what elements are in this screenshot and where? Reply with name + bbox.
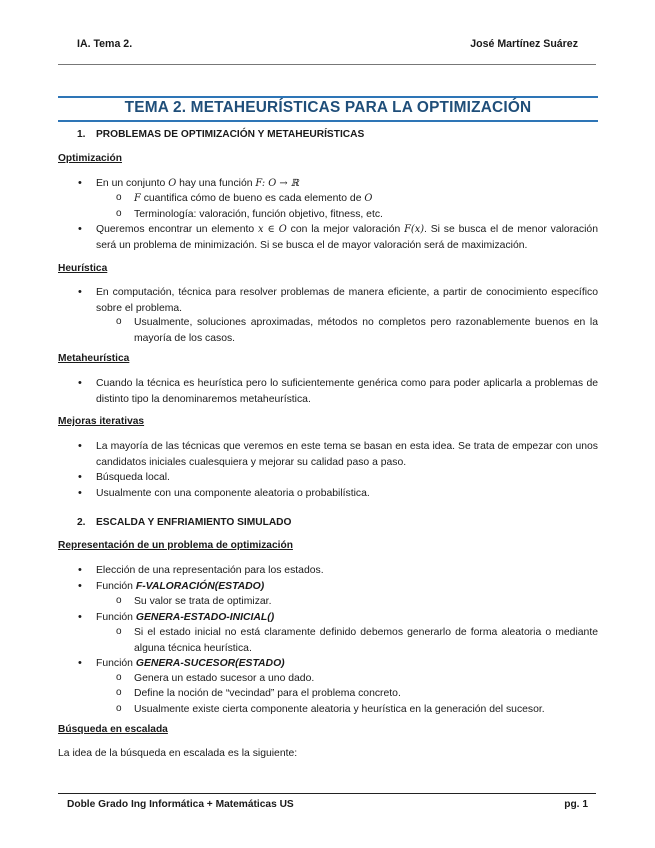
page-number: pg. 1 bbox=[564, 799, 588, 810]
subheading-representacion: Representación de un problema de optimización bbox=[58, 540, 293, 551]
list-subitem: o Si el estado inicial no está claramente definido debemos generarlo de forma aleatoria o mediante alguna técnica heurística. bbox=[134, 625, 598, 656]
subheading-busqueda: Búsqueda en escalada bbox=[58, 724, 168, 735]
list-subitem: o Genera un estado sucesor a uno dado. bbox=[134, 671, 598, 687]
list-item: • Función GENERA-SUCESOR(ESTADO) bbox=[96, 656, 598, 672]
header-right: José Martínez Suárez bbox=[470, 38, 578, 50]
list-item: • La mayoría de las técnicas que veremos en este tema se basan en esta idea. Se trata de empezar con unos candidatos iniciales cualesquiera y mejorar su calidad paso a paso. bbox=[96, 439, 598, 470]
section-2-title: ESCALDA Y ENFRIAMIENTO SIMULADO bbox=[96, 517, 292, 528]
list-subitem: o Usualmente, soluciones aproximadas, métodos no completos pero razonablemente buenos en la mayoría de los casos. bbox=[134, 315, 598, 346]
header-left: IA. Tema 2. bbox=[77, 38, 133, 50]
footer-divider bbox=[58, 793, 596, 794]
list-item: • Usualmente con una componente aleatoria o probabilística. bbox=[96, 486, 598, 502]
list-item: • Función F-VALORACIÓN(ESTADO) bbox=[96, 579, 598, 595]
footer-left: Doble Grado Ing Informática + Matemáticas US bbox=[67, 799, 294, 810]
section-1-heading bbox=[77, 129, 364, 140]
list-subitem: o Usualmente existe cierta componente aleatoria y heurística en la generación del sucesor. bbox=[134, 702, 598, 718]
page-title: TEMA 2. METAHEURÍSTICAS PARA LA OPTIMIZACIÓN bbox=[124, 99, 532, 116]
list-subitem: o Terminología: valoración, función objetivo, fitness, etc. bbox=[134, 207, 598, 223]
list-item: • Cuando la técnica es heurística pero lo suficientemente genérica como para poder aplicarla a problemas de distinto tipo la denominaremos metaheurística. bbox=[96, 376, 598, 407]
list-item: • Búsqueda local. bbox=[96, 470, 598, 486]
subheading-metaheuristica: Metaheurística bbox=[58, 353, 130, 364]
list-item: • Queremos encontrar un elemento x ∈ O con la mejor valoración F(x). Si se busca el de menor valoración será un problema de minimización. Si se busca el de mayor valoración será de maximización. bbox=[96, 222, 598, 253]
section-2-heading bbox=[77, 517, 291, 528]
list-item: • En computación, técnica para resolver problemas de manera eficiente, a partir de conocimiento específico sobre el problema. bbox=[96, 285, 598, 316]
subheading-heuristica: Heurística bbox=[58, 263, 108, 274]
list-item: • En un conjunto O hay una función F: O → ℝ bbox=[96, 176, 598, 192]
list-item: • Elección de una representación para los estados. bbox=[96, 563, 598, 579]
list-item: • Función GENERA-ESTADO-INICIAL() bbox=[96, 610, 598, 626]
list-subitem: o Su valor se trata de optimizar. bbox=[134, 594, 598, 610]
header-divider bbox=[58, 64, 596, 65]
subheading-optimizacion: Optimización bbox=[58, 153, 122, 164]
list-subitem: o Define la noción de “vecindad” para el problema concreto. bbox=[134, 686, 598, 702]
subheading-mejoras: Mejoras iterativas bbox=[58, 416, 145, 427]
list-subitem: o F cuantifica cómo de bueno es cada elemento de O bbox=[134, 191, 598, 207]
section-1-title: PROBLEMAS DE OPTIMIZACIÓN Y METAHEURÍSTICAS bbox=[96, 129, 365, 140]
section-1-number: 1. bbox=[77, 129, 86, 140]
paragraph: La idea de la búsqueda en escalada es la siguiente: bbox=[58, 748, 298, 759]
section-2-number: 2. bbox=[77, 517, 86, 528]
